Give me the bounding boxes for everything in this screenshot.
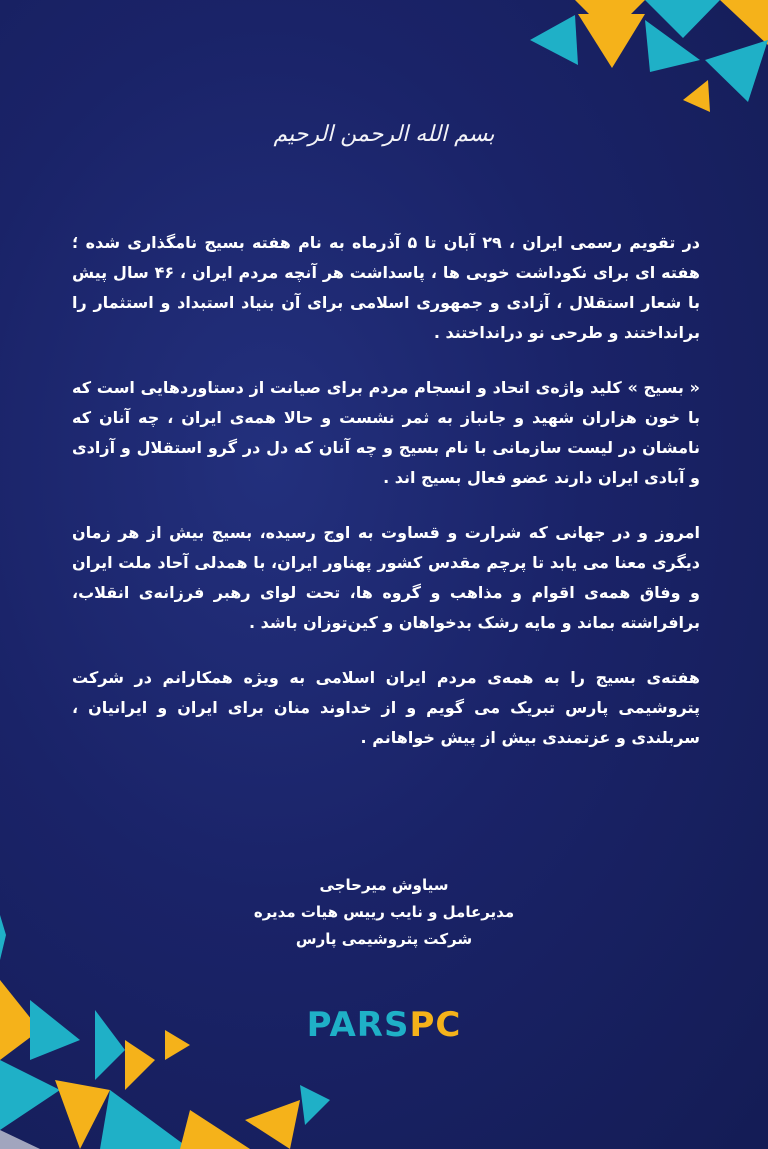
paragraph-3: امروز و در جهانی که شرارت و قساوت به اوج رسیده، بسیج بیش از هر زمان دیگری معنا می یابد تا پرچم مقدس کشور پهناور ایران، با همدلی آحاد ملت ایران و وفاق همه‌ی اقوام و مذاهب و گروه ها، تحت لوای رهبر فرزانه‌ی انقلاب، برافراشته بماند و مایه رشک بدخواهان و کین‌توزان باشد . xyxy=(72,523,700,632)
paragraph-1: در تقویم رسمی ایران ، ۲۹ آبان تا ۵ آذرماه به نام هفته بسیج نامگذاری شده ؛ هفته ای برای نکوداشت خوبی ها ، پاسداشت هر آنچه مردم ایران ، ۴۶ سال پیش با شعار استقلال ، آزادی و جمهوری اسلامی برای آن بنیاد استبداد و استثمار را برانداختند و طرحی نو درانداختند . xyxy=(72,233,701,342)
company-name: شرکت پتروشیمی پارس xyxy=(295,930,473,948)
paragraph-4: هفته‌ی بسیج را به همه‌ی مردم ایران اسلامی به ویژه همکارانم در شرکت پتروشیمی پارس تبریک می گویم و از خداوند منان برای ایران و ایرانیان ، سربلندی و عزتمندی بیش از پیش خواهانم . xyxy=(72,668,700,747)
top-right-triangles xyxy=(530,0,768,112)
paragraph-2: « بسیج » کلید واژه‌ی اتحاد و انسجام مردم برای صیانت از دستاوردهایی است که با خون هزاران شهید و جانباز به ثمر نشست و حالا همه‌ی ایران ، چه آنان که نامشان در لیست سازمانی با نام بسیج و چه آنان که دل در گرو استقلال و آزادی و آبادی ایران دارند عضو فعال بسیج اند . xyxy=(72,378,700,487)
logo-pc: PC xyxy=(409,1005,462,1045)
pars-pc-logo xyxy=(0,1005,768,1045)
letter-body xyxy=(72,228,700,778)
signatory-name: سیاوش میرحاجی xyxy=(319,876,449,894)
logo-pars: PARS xyxy=(306,1005,410,1045)
signatory-title: مدیرعامل و نایب رییس هیات مدیره xyxy=(253,903,515,921)
basmala-calligraphy: بسم الله الرحمن الرحیم xyxy=(273,122,495,147)
signature-block xyxy=(0,872,768,953)
